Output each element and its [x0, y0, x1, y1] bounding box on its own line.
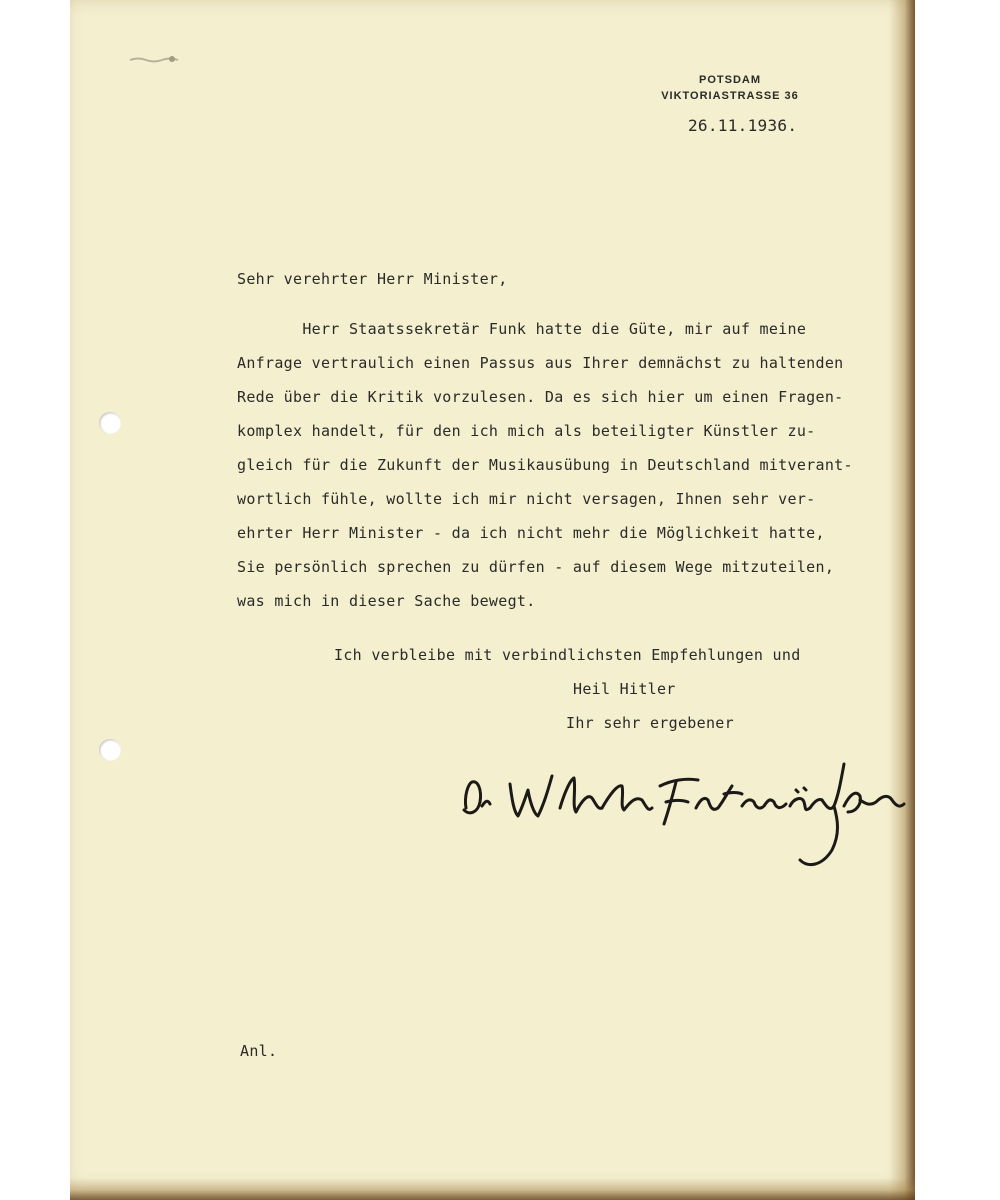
body-line: wortlich fühle, wollte ich mir nicht versagen, Ihnen sehr ver- — [237, 490, 816, 508]
letterhead-street: VIKTORIASTRASSE 36 — [661, 90, 799, 102]
salutation: Sehr verehrter Herr Minister, — [237, 270, 508, 288]
body-line: Anfrage vertraulich einen Passus aus Ihrer demnächst zu haltenden — [237, 354, 844, 372]
body-line: was mich in dieser Sache bewegt. — [237, 592, 536, 610]
punch-hole — [99, 412, 121, 434]
punch-hole — [99, 739, 121, 761]
enclosure-note: Anl. — [240, 1042, 278, 1060]
body-line: ehrter Herr Minister - da ich nicht mehr die Möglichkeit hatte, — [237, 524, 825, 542]
subscription-line: Ihr sehr ergebener — [566, 714, 734, 732]
body-line: komplex handelt, für den ich mich als beteiligter Künstler zu- — [237, 422, 816, 440]
body-line: Sie persönlich sprechen zu dürfen - auf diesem Wege mitzuteilen, — [237, 558, 835, 576]
paper-edge-stain — [889, 0, 915, 1200]
body-line: Herr Staatssekretär Funk hatte die Güte, mir auf meine — [237, 320, 807, 338]
letter-date: 26.11.1936. — [688, 116, 798, 135]
greeting-line: Heil Hitler — [573, 680, 676, 698]
handwritten-signature — [452, 750, 922, 880]
body-line: Rede über die Kritik vorzulesen. Da es sich hier um einen Fragen- — [237, 388, 844, 406]
body-line: gleich für die Zukunft der Musikausübung in Deutschland mitverant- — [237, 456, 853, 474]
paper-mark — [128, 52, 190, 66]
letterhead-city: POTSDAM — [699, 74, 761, 86]
closing-line: Ich verbleibe mit verbindlichsten Empfehlungen und — [334, 646, 801, 664]
paper-bottom-stain — [70, 1178, 915, 1200]
